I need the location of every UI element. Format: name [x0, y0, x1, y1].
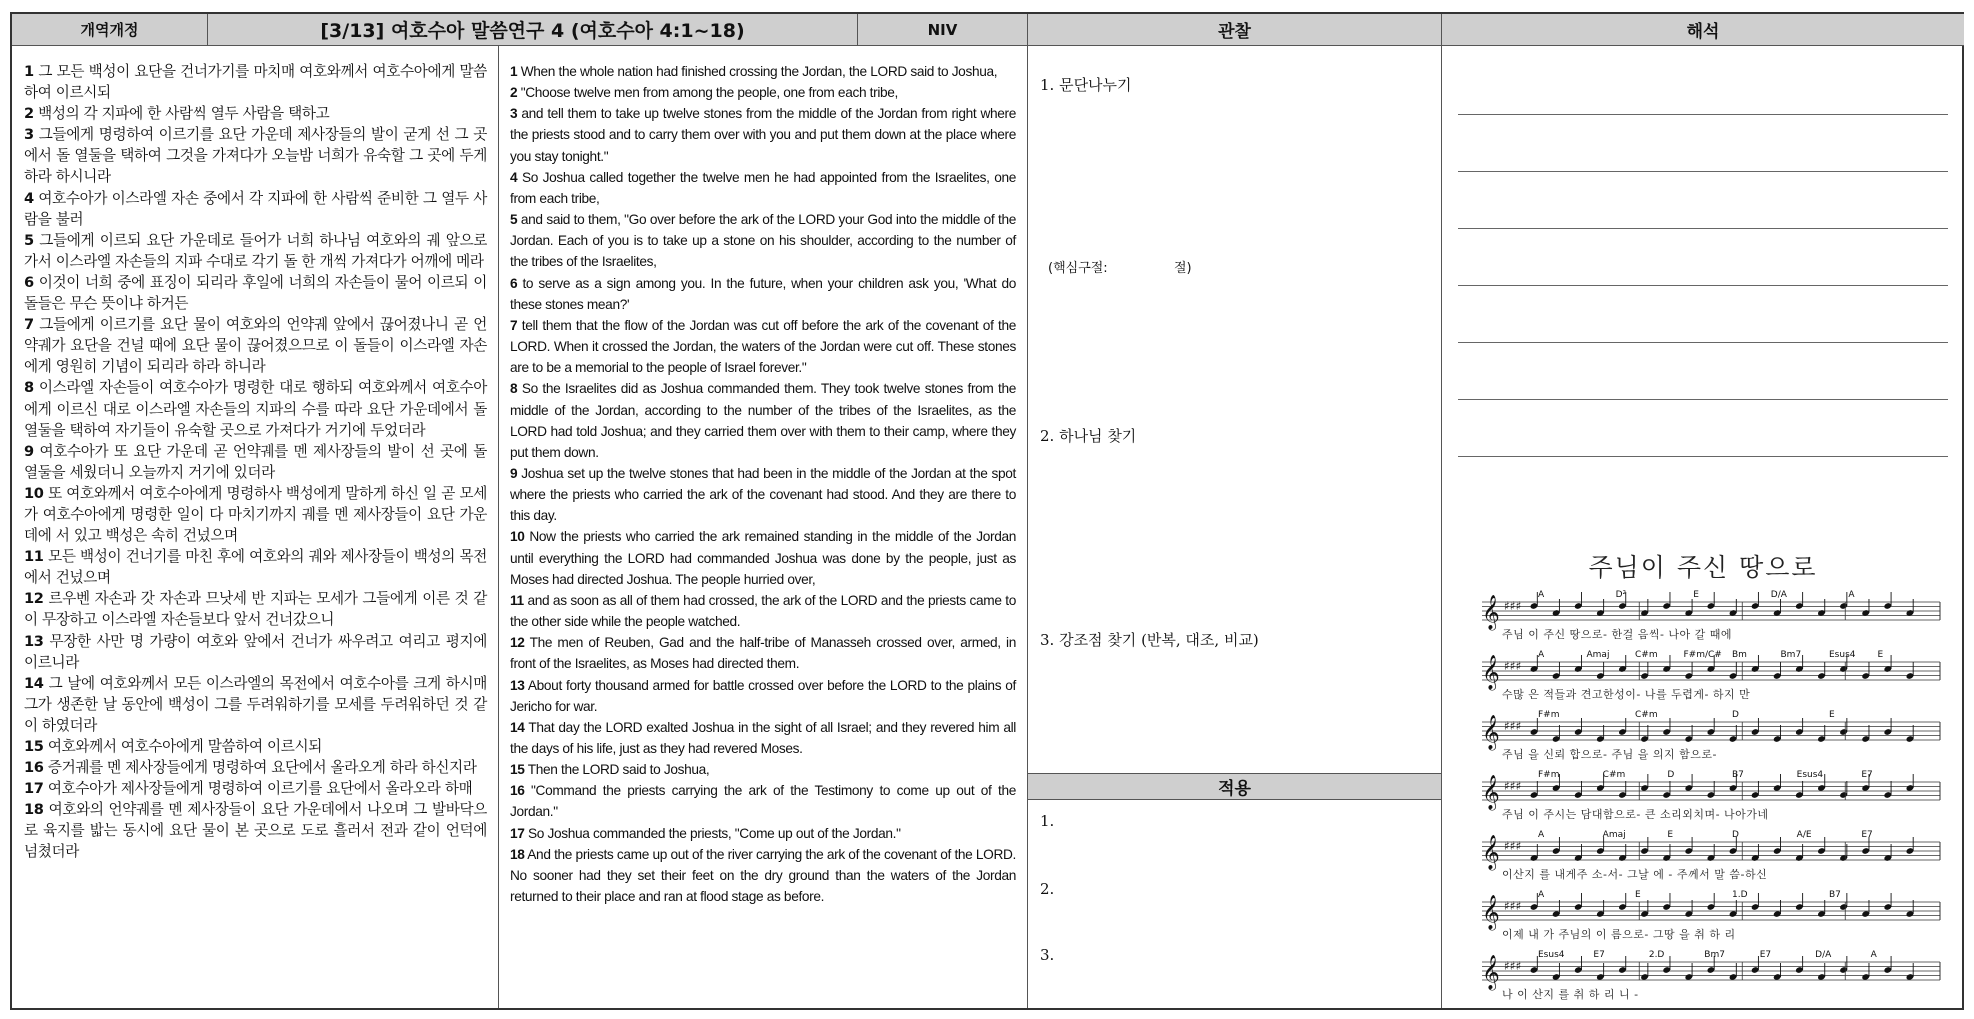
- observe-item-emphasis: 3. 강조점 찾기 (반복, 대조, 비교): [1040, 631, 1259, 649]
- verse-number: 10: [510, 529, 525, 545]
- verse-number: 17: [510, 825, 525, 841]
- chord-symbol: A: [1538, 590, 1545, 600]
- krv-verse-4: [24, 188, 487, 230]
- niv-verse-16: [510, 780, 1016, 822]
- verse-text: 증거궤를 멘 제사장들에게 명령하여 요단에서 올라오게 하라 하신지라: [47, 759, 477, 777]
- krv-text-column: [12, 46, 499, 1008]
- niv-header: NIV: [858, 14, 1028, 46]
- interpret-writing-line[interactable]: [1458, 171, 1948, 172]
- chord-symbol: Bm: [1732, 650, 1747, 660]
- niv-verse-5: [510, 209, 1016, 272]
- verse-text: Now the priests who carried the ark remained standing in the middle of the Jordan until everything the LORD had commanded Joshua was done by the people, just as Moses had directed Joshua. The people hurried over,: [510, 529, 1016, 587]
- observe-item-god: 2. 하나님 찾기: [1040, 427, 1137, 445]
- verse-text: 무장한 사만 명 가량이 여호와 앞에서 건너가 싸우려고 여리고 평지에 이르니라: [24, 632, 487, 671]
- verse-number: 1: [24, 63, 34, 80]
- krv-verse-14: [24, 673, 487, 736]
- verse-text: 모든 백성이 건너기를 마친 후에 여호와의 궤와 제사장들이 백성의 목전에서 건넜으며: [24, 548, 487, 587]
- verse-text: 여호와의 언약궤를 멘 제사장들이 요단 가운데에서 나오며 그 발바닥으로 육지를 밟는 동시에 요단 물이 본 곳으로 도로 흘러서 전과 같이 언덕에 넘쳤더라: [24, 801, 487, 861]
- treble-clef-icon: 𝄞: [1482, 715, 1500, 750]
- chord-symbol: E7: [1861, 770, 1873, 780]
- chord-symbol: F#m: [1538, 770, 1560, 780]
- worksheet-frame: [10, 12, 1964, 1010]
- verse-number: 12: [510, 635, 525, 651]
- chord-symbol: D²: [1615, 590, 1627, 600]
- chord-symbol: Amaj: [1602, 830, 1626, 840]
- chord-symbol: Bm7: [1704, 950, 1725, 960]
- verse-number: 15: [510, 762, 525, 778]
- verse-number: 4: [24, 189, 34, 207]
- verse-number: 5: [510, 212, 518, 228]
- niv-verse-1: [510, 61, 1016, 82]
- verse-text: 그들에게 명령하여 이르기를 요단 가운데 제사장들의 발이 굳게 선 그 곳에서 돌 열둘을 택하여 그것을 가져다가 오늘밤 너희가 유숙할 그 곳에 두게 하라 하시니라: [24, 126, 488, 186]
- observe-item-paragraph: 1. 문단나누기: [1040, 76, 1132, 94]
- verse-number: 6: [510, 275, 518, 291]
- chord-symbol: E7: [1593, 950, 1605, 960]
- krv-verse-11: [24, 546, 487, 588]
- chord-symbol: F#m: [1538, 710, 1560, 720]
- chord-symbol: Esus4: [1796, 770, 1824, 780]
- verse-text: "Command the priests carrying the ark of the Testimony to come up out of the Jordan.": [510, 783, 1016, 820]
- verse-number: 8: [510, 381, 518, 397]
- chord-symbol: A: [1538, 650, 1545, 660]
- niv-verse-9: [510, 463, 1016, 526]
- verse-number: 5: [24, 231, 34, 249]
- verse-text: 여호와께서 여호수아에게 말씀하여 이르시되: [47, 738, 322, 755]
- treble-clef-icon: 𝄞: [1482, 655, 1500, 690]
- lyric-line: 수많 은 적들과 견고한성이- 나를 두렵게- 하지 만: [1502, 688, 1751, 701]
- krv-verse-3: [24, 124, 487, 187]
- chord-symbol: E: [1877, 650, 1884, 660]
- chord-symbol: D/A: [1770, 590, 1787, 600]
- page-title: [3/13] 여호수아 말씀연구 4 (여호수아 4:1~18): [208, 14, 858, 46]
- verse-number: 11: [24, 548, 44, 566]
- krv-verse-5: [24, 230, 487, 272]
- interpret-writing-line[interactable]: [1458, 342, 1948, 343]
- chord-symbol: B7: [1732, 770, 1744, 780]
- lyric-line: 주님 이 주시는 담대함으로- 큰 소리외치며- 나아가네: [1502, 808, 1769, 821]
- verse-number: 2: [510, 85, 518, 101]
- krv-verse-12: [24, 588, 487, 630]
- krv-verse-8: [24, 377, 487, 440]
- krv-verse-15: [24, 736, 487, 757]
- niv-verse-13: [510, 675, 1016, 717]
- niv-verse-11: [510, 590, 1016, 632]
- krv-verse-13: [24, 631, 487, 673]
- key-signature-icon: ♯♯♯: [1504, 899, 1522, 913]
- verse-number: 10: [24, 484, 44, 502]
- verse-number: 8: [24, 379, 34, 397]
- treble-clef-icon: 𝄞: [1482, 595, 1500, 630]
- verse-text: About forty thousand armed for battle crossed over before the LORD to the plains of Jericho for war.: [510, 677, 1016, 714]
- chord-symbol: A: [1848, 590, 1855, 600]
- interpret-writing-line[interactable]: [1458, 399, 1948, 400]
- observe-header: 관찰: [1028, 14, 1442, 46]
- verse-number: 15: [24, 738, 44, 755]
- lyric-line: 주님 이 주신 땅으로- 한걸 음씩- 나아 갈 때에: [1502, 628, 1733, 641]
- verse-text: 여호수아가 또 요단 가운데 곧 언약궤를 멘 제사장들의 발이 선 곳에 돌 열둘을 세웠더니 오늘까지 거기에 있더라: [24, 442, 487, 481]
- krv-verse-16: [24, 757, 487, 778]
- verse-text: and tell them to take up twelve stones from the middle of the Jordan from right where the priests stood and to carry them over with you and put them down at the place where you stay tonight.": [510, 106, 1017, 164]
- song-title: 주님이 주신 땅으로: [1588, 553, 1818, 582]
- verse-number: 6: [24, 273, 34, 291]
- krv-verse-10: [24, 483, 487, 546]
- niv-verse-18: [510, 844, 1016, 907]
- niv-verse-12: [510, 632, 1016, 674]
- verse-text: 그들에게 이르되 요단 가운데로 들어가 너희 하나님 여호와의 궤 앞으로 가서 이스라엘 자손들의 지파 수대로 각기 돌 한 개씩 가져다가 어깨에 메라: [24, 231, 487, 270]
- chord-symbol: E7: [1759, 950, 1772, 960]
- verse-text: 백성의 각 지파에 한 사람씩 열두 사람을 택하고: [38, 105, 330, 123]
- key-verse-unit: 절): [1173, 261, 1192, 276]
- niv-verse-6: [510, 273, 1016, 315]
- verse-number: 1: [510, 64, 518, 79]
- verse-number: 18: [24, 801, 44, 819]
- chord-symbol: D: [1667, 770, 1675, 780]
- chord-symbol: 2.D: [1648, 950, 1665, 960]
- chord-symbol: Esus4: [1538, 950, 1565, 960]
- niv-verse-3: [510, 103, 1016, 166]
- verse-text: 이것이 너희 중에 표징이 되리라 후일에 너희의 자손들이 물어 이르되 이 돌들은 무슨 뜻이냐 하거든: [24, 273, 488, 313]
- verse-number: 4: [510, 169, 518, 185]
- chord-symbol: A/E: [1796, 830, 1812, 840]
- apply-header: 적용: [1028, 773, 1441, 800]
- krv-verse-2: [24, 103, 487, 124]
- krv-verse-17: [24, 778, 487, 799]
- chord-symbol: E7: [1861, 830, 1873, 840]
- verse-number: 7: [24, 316, 34, 334]
- chord-symbol: D: [1732, 830, 1739, 840]
- krv-verse-1: [24, 61, 487, 103]
- verse-text: 그 날에 여호와께서 모든 이스라엘의 목전에서 여호수아를 크게 하시매 그가 생존한 날 동안에 백성이 그를 두려워하기를 모세를 두려워하던 것 같이 하였더라: [24, 674, 487, 734]
- verse-text: 여호수아가 이스라엘 자손 중에서 각 지파에 한 사람씩 준비한 그 열두 사람을 불러: [24, 189, 487, 228]
- chord-symbol: B7: [1829, 890, 1841, 900]
- niv-verse-4: [510, 167, 1016, 209]
- treble-clef-icon: 𝄞: [1482, 835, 1500, 870]
- apply-item-2[interactable]: 2.: [1040, 880, 1055, 898]
- observe-column: [1028, 46, 1442, 1008]
- key-signature-icon: ♯♯♯: [1504, 659, 1522, 673]
- interpret-writing-line[interactable]: [1458, 114, 1948, 115]
- chord-symbol: 1.D: [1732, 890, 1748, 900]
- verse-number: 16: [24, 759, 44, 777]
- key-signature-icon: ♯♯♯: [1504, 719, 1522, 733]
- verse-number: 17: [24, 780, 44, 798]
- niv-verse-17: [510, 823, 1016, 844]
- verse-number: 3: [510, 106, 518, 122]
- krv-verse-9: [24, 441, 487, 483]
- verse-number: 11: [510, 592, 524, 608]
- niv-verse-15: [510, 759, 1016, 780]
- verse-number: 12: [24, 590, 44, 608]
- krv-verse-7: [24, 314, 487, 377]
- chord-symbol: D: [1732, 710, 1739, 720]
- verse-text: 르우벤 자손과 갓 자손과 므낫세 반 지파는 모세가 그들에게 이른 것 같이 무장하고 이스라엘 자손들보다 앞서 건너갔으니: [24, 590, 487, 629]
- key-signature-icon: ♯♯♯: [1504, 779, 1522, 793]
- chord-symbol: A: [1538, 830, 1545, 840]
- chord-symbol: E: [1693, 590, 1699, 600]
- verse-text: and as soon as all of them had crossed, the ark of the LORD and the priests came to the other side while the people watched.: [510, 592, 1017, 630]
- niv-text-column: [499, 46, 1028, 1008]
- verse-text: tell them that the flow of the Jordan was cut off before the ark of the covenant of the LORD. When it crossed the Jordan, the waters of the Jordan were cut off. These stones are to be a memorial to the people of Israel forever.": [510, 317, 1017, 376]
- apply-item-3[interactable]: 3.: [1040, 946, 1055, 964]
- key-verse-label: (핵심구절:: [1048, 261, 1108, 276]
- verse-text: And the priests came up out of the river carrying the ark of the covenant of the LORD. No sooner had they set their feet on the dry ground than the waters of the Jordan returned to their place and ran at flood stage as before.: [510, 846, 1017, 905]
- interpret-writing-line[interactable]: [1458, 456, 1948, 457]
- key-signature-icon: ♯♯♯: [1504, 959, 1522, 973]
- lyric-line: 나 이 산지 를 취 하 리 니 -: [1502, 988, 1639, 1001]
- niv-verse-14: [510, 717, 1016, 759]
- key-verse-field[interactable]: [1048, 257, 1192, 276]
- key-signature-icon: ♯♯♯: [1504, 839, 1522, 853]
- verse-text: So Joshua called together the twelve men he had appointed from the Israelites, one from each tribe,: [510, 169, 1017, 206]
- verse-number: 14: [510, 719, 525, 735]
- verse-number: 2: [24, 105, 34, 123]
- chord-symbol: Bm7: [1780, 650, 1802, 660]
- chord-symbol: A: [1870, 950, 1877, 960]
- verse-text: So Joshua commanded the priests, "Come up out of the Jordan.": [527, 825, 901, 841]
- verse-number: 9: [510, 465, 518, 481]
- chord-symbol: E: [1667, 830, 1674, 840]
- verse-number: 16: [510, 783, 525, 799]
- apply-item-1[interactable]: 1.: [1040, 812, 1055, 830]
- krv-verse-6: [24, 272, 487, 314]
- interpret-column: [1442, 46, 1964, 1008]
- lyric-line: 이제 내 가 주님의 이 름으로- 그땅 을 취 하 리: [1502, 928, 1736, 941]
- verse-text: Then the LORD said to Joshua,: [527, 762, 710, 778]
- verse-text: 이스라엘 자손들이 여호수아가 명령한 대로 행하되 여호와께서 여호수아에게 이르신 대로 이스라엘 자손들의 지파의 수를 따라 요단 가운데에서 돌 열둘을 택하여 자기들이 유숙할 곳으로 가져다가 거기에 두었더라: [24, 379, 487, 439]
- chord-symbol: E: [1635, 890, 1641, 900]
- treble-clef-icon: 𝄞: [1482, 955, 1500, 990]
- verse-text: 그들에게 이르기를 요단 물이 여호와의 언약궤 앞에서 끊어졌나니 곧 언약궤가 요단을 건널 때에 요단 물이 끊어졌으므로 이 돌들이 이스라엘 자손에게 영원히 기념이 되리라 하라 하니라: [24, 316, 487, 376]
- niv-verse-8: [510, 378, 1016, 463]
- niv-verse-7: [510, 315, 1016, 378]
- verse-text: That day the LORD exalted Joshua in the sight of all Israel; and they revered him all the days of his life, just as they had revered Moses.: [510, 719, 1016, 756]
- chord-symbol: A: [1538, 890, 1545, 900]
- verse-text: So the Israelites did as Joshua commanded them. They took twelve stones from the middle of the Jordan, according to the number of the tribes of the Israelites, as the LORD had told Joshua; and they carried them over with them to their camp, where they put them down.: [510, 381, 1016, 460]
- verse-text: Joshua set up the twelve stones that had been in the middle of the Jordan at the spot where the priests who carried the ark of the covenant had stood. And they are there to this day.: [510, 465, 1017, 524]
- interpret-writing-line[interactable]: [1458, 285, 1948, 286]
- chord-symbol: C#m: [1635, 710, 1658, 720]
- chord-symbol: Esus4: [1829, 650, 1856, 660]
- verse-number: 14: [24, 674, 44, 692]
- verse-text: 그 모든 백성이 요단을 건너가기를 마치매 여호와께서 여호수아에게 말씀하여 이르시되: [24, 63, 487, 102]
- treble-clef-icon: 𝄞: [1482, 895, 1500, 930]
- verse-number: 13: [510, 677, 525, 693]
- verse-text: and said to them, "Go over before the ark of the LORD your God into the middle of the Jordan. Each of you is to take up a stone on his shoulder, according to the number of the tribes of the Israelites,: [510, 212, 1016, 270]
- lyric-line: 주님 을 신뢰 합으로- 주님 을 의지 함으로-: [1502, 748, 1717, 761]
- verse-text: "Choose twelve men from among the people, one from each tribe,: [520, 85, 898, 101]
- verse-text: When the whole nation had finished crossing the Jordan, the LORD said to Joshua,: [520, 64, 998, 79]
- chord-symbol: Amaj: [1586, 650, 1610, 660]
- chord-symbol: C#m: [1635, 650, 1658, 660]
- krv-verse-18: [24, 799, 487, 862]
- verse-number: 9: [24, 442, 34, 460]
- verse-number: 7: [510, 317, 518, 333]
- chord-symbol: F#m/C#: [1683, 650, 1722, 660]
- chord-symbol: D/A: [1815, 950, 1832, 960]
- verse-number: 3: [24, 126, 34, 144]
- sheet-music: [1442, 582, 1964, 1008]
- verse-text: to serve as a sign among you. In the future, when your children ask you, 'What do these stones mean?': [510, 275, 1017, 312]
- chord-symbol: E: [1829, 710, 1835, 720]
- chord-symbol: C#m: [1602, 770, 1626, 780]
- interpret-writing-line[interactable]: [1458, 228, 1948, 229]
- interpret-header: 해석: [1442, 14, 1964, 46]
- treble-clef-icon: 𝄞: [1482, 775, 1500, 810]
- krv-header: 개역개정: [12, 14, 208, 46]
- verse-text: The men of Reuben, Gad and the half-tribe of Manasseh crossed over, armed, in front of the Israelites, as Moses had directed them.: [510, 635, 1016, 672]
- lyric-line: 이산지 를 내게주 소-서- 그날 에 - 주께서 말 씀-하신: [1502, 868, 1768, 881]
- verse-number: 13: [24, 632, 44, 650]
- verse-text: 여호수아가 제사장들에게 명령하여 이르기를 요단에서 올라오라 하매: [47, 780, 473, 798]
- niv-verse-10: [510, 526, 1016, 589]
- verse-number: 18: [510, 846, 525, 862]
- verse-text: 또 여호와께서 여호수아에게 명령하사 백성에게 말하게 하신 일 곧 모세가 여호수아에게 명령한 일이 다 마치기까지 궤를 멘 제사장들이 요단 가운데에 서 있고 백성은 속히 건넜으며: [24, 484, 487, 545]
- niv-verse-2: [510, 82, 1016, 103]
- key-signature-icon: ♯♯♯: [1504, 599, 1522, 613]
